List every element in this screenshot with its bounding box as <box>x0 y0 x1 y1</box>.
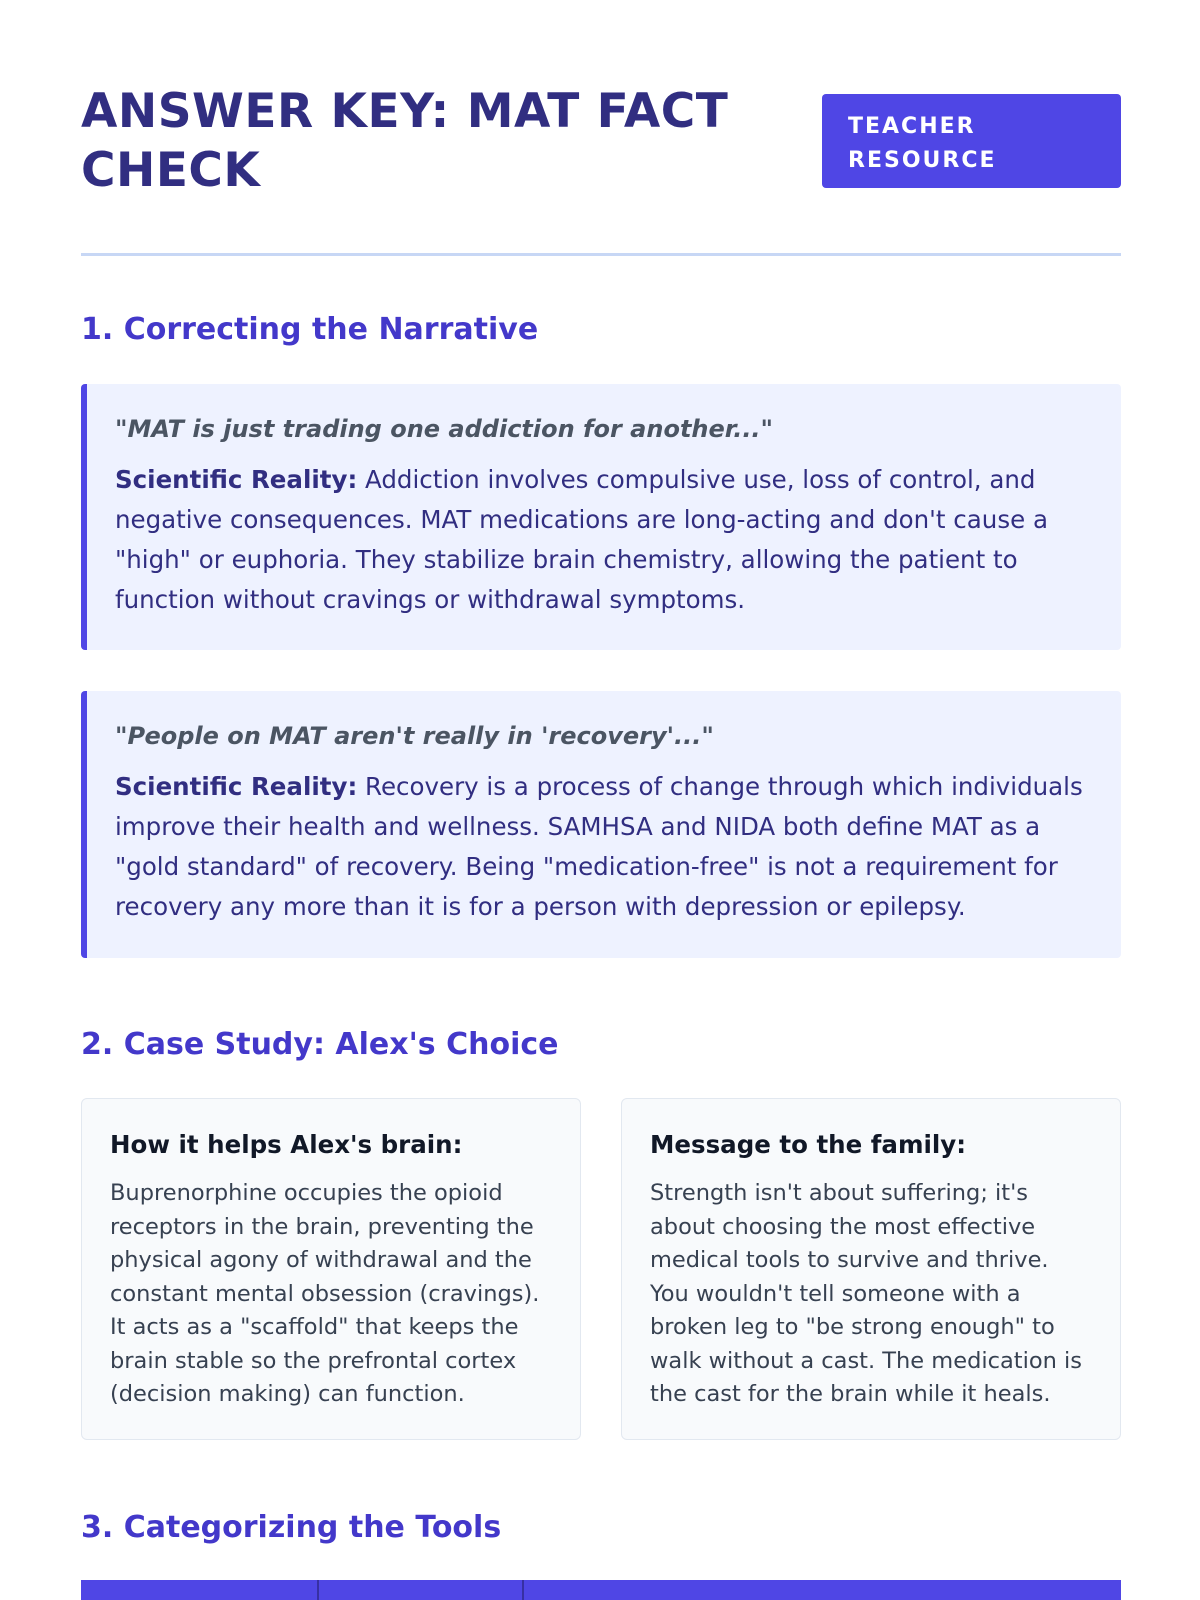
table-column-divider <box>522 1580 524 1600</box>
card-title: Message to the family: <box>650 1130 967 1159</box>
scientific-reality-text: Recovery is a process of change through which individuals improve their health and wellness. SAMHSA and NIDA both define MAT as a "gold standard" of recovery. Being "medication-free" is not a requirement for recovery any more than it is for a person with depression or epilepsy. <box>115 772 1083 921</box>
myth-explanation <box>115 460 1095 620</box>
myth-quote: "People on MAT aren't really in 'recovery'..." <box>115 722 714 750</box>
header-divider <box>81 253 1121 256</box>
teacher-resource-badge: TEACHER RESOURCE <box>822 94 1121 188</box>
scientific-reality-text: Addiction involves compulsive use, loss of control, and negative consequences. MAT medications are long-acting and don't cause a "high" or euphoria. They stabilize brain chemistry, allowing the patient to function without cravings or withdrawal symptoms. <box>115 465 1048 614</box>
table-column-divider <box>317 1580 319 1600</box>
scientific-reality-label: Scientific Reality: <box>115 465 358 494</box>
section-heading-case-study: 2. Case Study: Alex's Choice <box>81 1027 559 1062</box>
card-text: Buprenorphine occupies the opioid receptors in the brain, preventing the physical agony of withdrawal and the constant mental obsession (cravings). It acts as a "scaffold" that keeps the brain stable so the prefrontal cortex (decision making) can function. <box>110 1180 540 1407</box>
card-text: Strength isn't about suffering; it's about choosing the most effective medical tools to survive and thrive. You wouldn't tell someone with a broken leg to "be strong enough" to walk without a cast. The medication is the cast for the brain while it heals. <box>650 1180 1082 1407</box>
tools-table-header <box>81 1580 1121 1600</box>
myth-card <box>81 691 1121 958</box>
section-heading-correcting-narrative: 1. Correcting the Narrative <box>81 312 539 347</box>
section-heading-categorizing-tools: 3. Categorizing the Tools <box>81 1510 502 1545</box>
myth-card <box>81 384 1121 650</box>
card-title: How it helps Alex's brain: <box>110 1130 463 1159</box>
myth-explanation <box>115 767 1095 927</box>
scientific-reality-label: Scientific Reality: <box>115 772 358 801</box>
page-header <box>81 82 1121 202</box>
myth-quote: "MAT is just trading one addiction for another..." <box>115 415 774 443</box>
page-title: ANSWER KEY: MAT FACT CHECK <box>81 84 729 198</box>
case-study-card-brain <box>81 1098 581 1440</box>
case-study-card-family <box>621 1098 1121 1440</box>
